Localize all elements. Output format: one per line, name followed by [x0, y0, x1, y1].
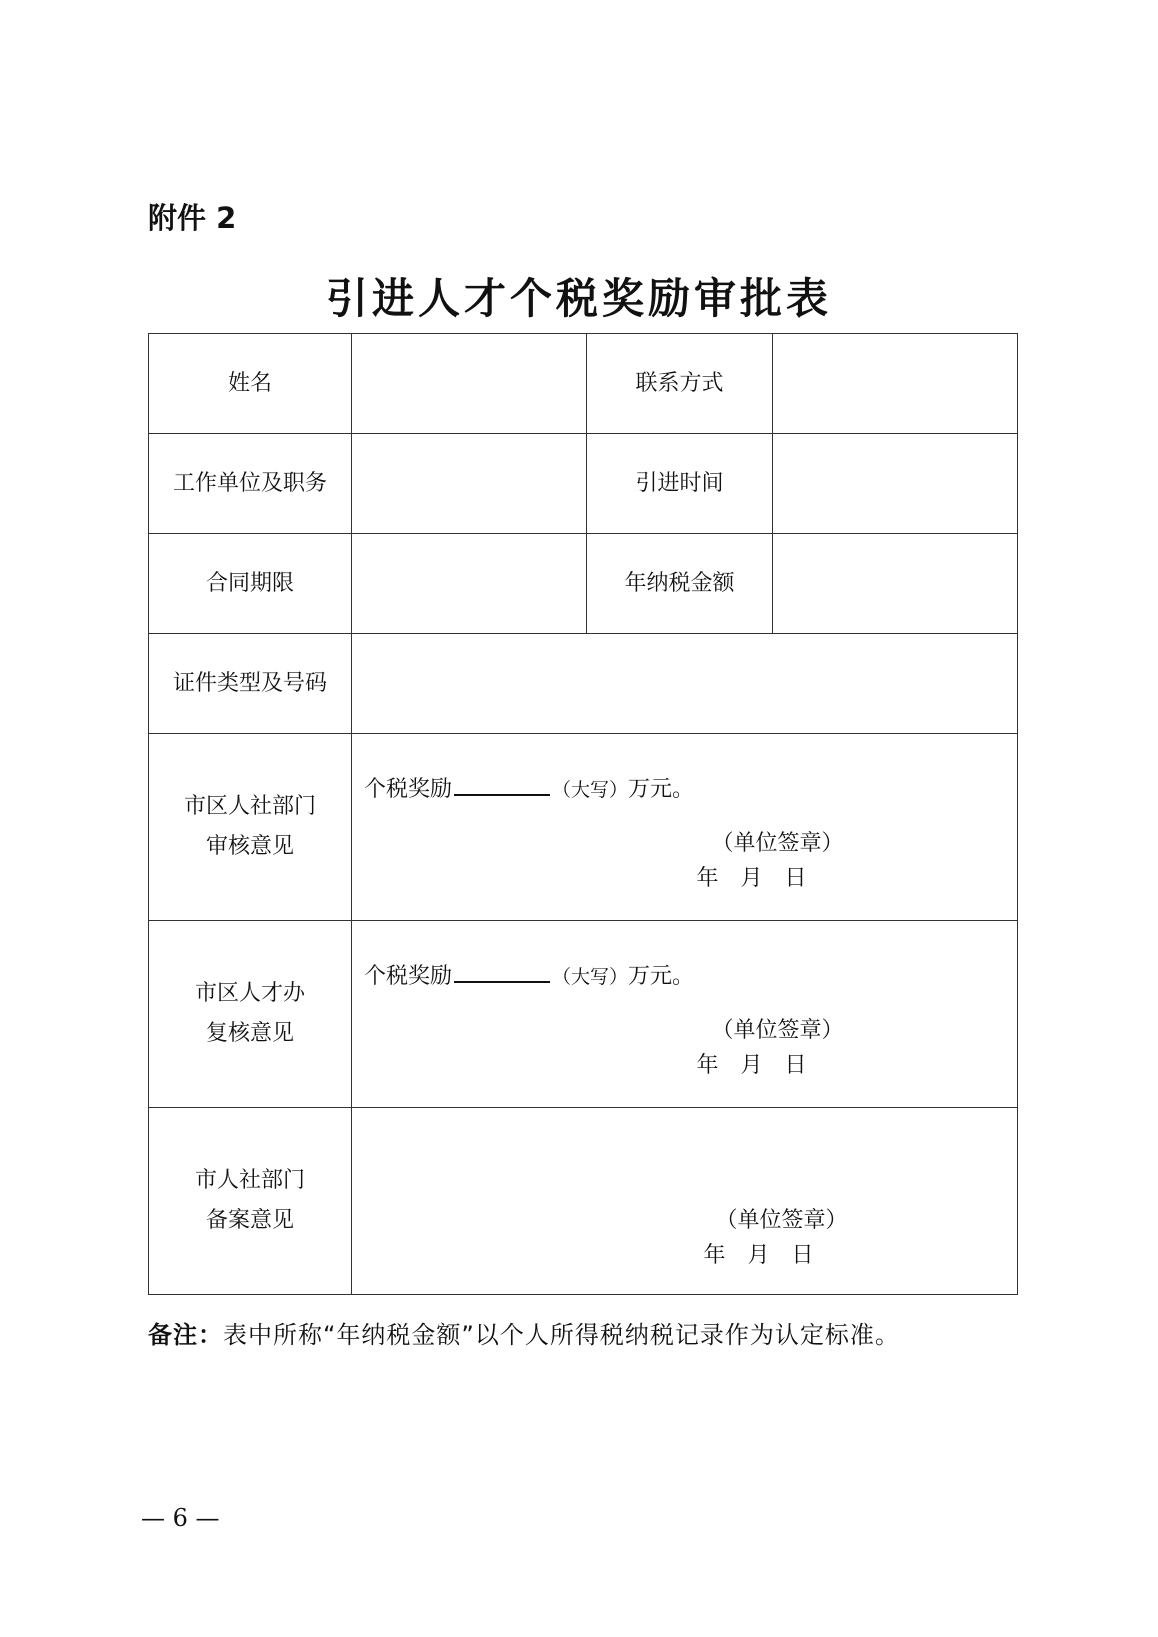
footnote-label: 备注： — [148, 1321, 223, 1349]
reward-prefix: 个税奖励 — [364, 964, 453, 989]
seal-text: （单位签章） — [715, 1208, 848, 1233]
tax-amount-field[interactable] — [773, 534, 1018, 634]
id-label: 证件类型及号码 — [149, 634, 352, 734]
work-unit-label: 工作单位及职务 — [149, 434, 352, 534]
reward-amount-blank[interactable] — [454, 774, 550, 796]
row-id — [149, 634, 1018, 734]
name-field[interactable] — [352, 334, 587, 434]
contract-label: 合同期限 — [149, 534, 352, 634]
page-title: 引进人才个税奖励审批表 — [325, 274, 832, 323]
review2-label — [149, 921, 352, 1108]
footnote — [148, 1315, 900, 1350]
id-field[interactable] — [352, 634, 1018, 734]
seal-text: （单位签章） — [711, 1018, 844, 1043]
review2-reward-line — [364, 959, 694, 990]
page-number: — 6 — — [141, 1504, 220, 1532]
review2-opinion[interactable] — [352, 921, 1018, 1108]
review1-label-line1: 市区人社部门 — [183, 794, 316, 819]
review3-label — [149, 1108, 352, 1295]
reward-prefix: 个税奖励 — [364, 777, 453, 802]
review3-seal — [352, 1203, 1017, 1269]
reward-caps: （大写） — [552, 779, 629, 801]
approval-form-table — [148, 333, 1018, 1295]
contact-field[interactable] — [773, 334, 1018, 434]
review1-label-line2: 审核意见 — [205, 834, 294, 859]
row-review2 — [149, 921, 1018, 1108]
contact-label: 联系方式 — [587, 334, 773, 434]
intro-time-label: 引进时间 — [587, 434, 773, 534]
seal-text: （单位签章） — [711, 831, 844, 856]
attachment-label: 附件 2 — [148, 201, 237, 235]
row-name — [149, 334, 1018, 434]
review1-reward-line — [364, 772, 694, 803]
contract-field[interactable] — [352, 534, 587, 634]
reward-suffix: 万元。 — [628, 777, 695, 802]
row-work-unit — [149, 434, 1018, 534]
date-text: 年 月 日 — [703, 1243, 814, 1268]
reward-caps: （大写） — [552, 966, 629, 988]
review1-opinion[interactable] — [352, 734, 1018, 921]
review3-opinion[interactable] — [352, 1108, 1018, 1295]
reward-amount-blank[interactable] — [454, 961, 550, 983]
review3-label-line1: 市人社部门 — [194, 1168, 305, 1193]
review3-label-line2: 备案意见 — [205, 1208, 294, 1233]
tax-amount-label: 年纳税金额 — [587, 534, 773, 634]
row-review1 — [149, 734, 1018, 921]
work-unit-field[interactable] — [352, 434, 587, 534]
name-label: 姓名 — [149, 334, 352, 434]
footnote-text: 表中所称“年纳税金额”以个人所得税纳税记录作为认定标准。 — [223, 1321, 900, 1349]
review2-seal — [352, 1013, 1017, 1079]
date-text: 年 月 日 — [696, 866, 807, 891]
review1-seal — [352, 826, 1017, 892]
review1-label — [149, 734, 352, 921]
intro-time-field[interactable] — [773, 434, 1018, 534]
row-contract — [149, 534, 1018, 634]
reward-suffix: 万元。 — [628, 964, 695, 989]
row-review3 — [149, 1108, 1018, 1295]
review2-label-line2: 复核意见 — [205, 1021, 294, 1046]
review2-label-line1: 市区人才办 — [194, 981, 305, 1006]
date-text: 年 月 日 — [696, 1053, 807, 1078]
